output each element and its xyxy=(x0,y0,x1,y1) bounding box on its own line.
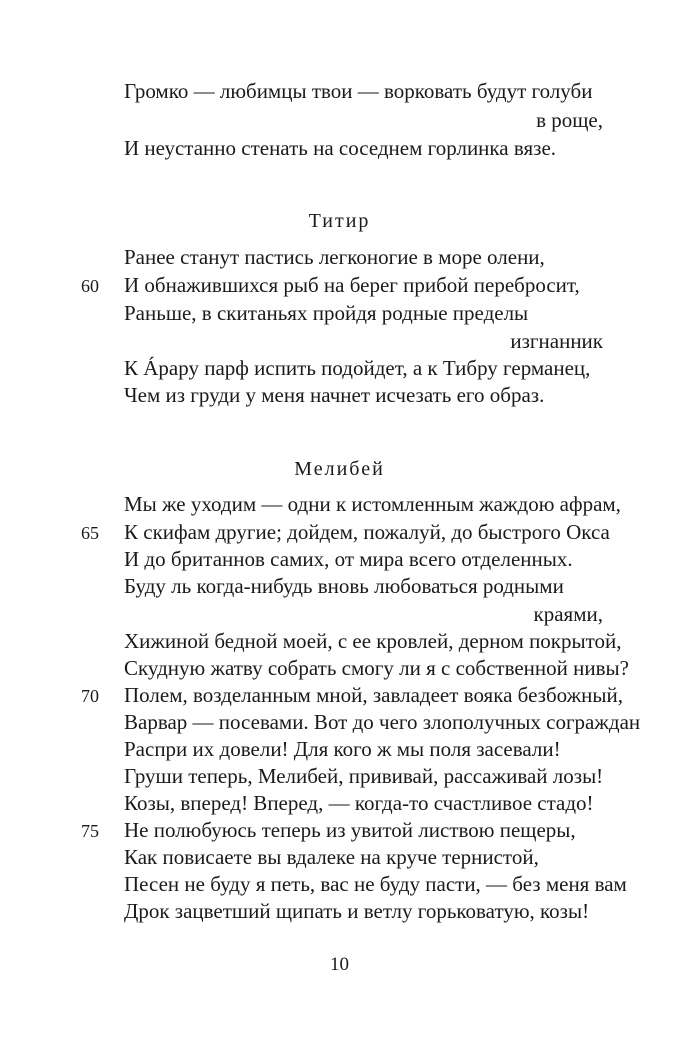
line-number: 75 xyxy=(81,821,99,841)
verse-line: Груши теперь, Мелибей, прививай, рассаживай лозы! xyxy=(124,764,604,788)
verse-line: И неустанно стенать на соседнем горлинка вязе. xyxy=(124,136,557,160)
verse-line-continuation: изгнанник xyxy=(510,329,603,353)
line-number: 60 xyxy=(81,276,99,296)
verse-line: Ранее станут пастись легконогие в море олени, xyxy=(124,245,545,269)
verse-line-continuation: в роще, xyxy=(536,108,603,132)
verse-line: Козы, вперед! Вперед, — когда-то счастливое стадо! xyxy=(124,791,594,815)
verse-line: И до британнов самих, от мира всего отделенных. xyxy=(124,547,573,571)
verse-line: Распри их довели! Для кого ж мы поля засевали! xyxy=(124,737,561,761)
speaker-heading-titir: Титир xyxy=(308,210,371,232)
verse-line: К скифам другие; дойдем, пожалуй, до быстрого Окса xyxy=(124,520,610,544)
line-number: 70 xyxy=(81,686,99,706)
verse-line: Полем, возделанным мной, завладеет вояка безбожный, xyxy=(124,683,623,707)
verse-line: Хижиной бедной моей, с ее кровлей, дерном покрытой, xyxy=(124,629,622,653)
verse-line-continuation: краями, xyxy=(533,602,603,626)
verse-line: К Áрару парф испить подойдет, а к Тибру германец, xyxy=(124,356,591,380)
speaker-heading-meliboeus: Мелибей xyxy=(294,458,385,480)
verse-line: И обнажившихся рыб на берег прибой перебросит, xyxy=(124,273,580,297)
page-number: 10 xyxy=(330,954,349,975)
verse-line: Песен не буду я петь, вас не буду пасти, — без меня вам xyxy=(124,872,627,896)
verse-line: Чем из груди у меня начнет исчезать его образ. xyxy=(124,383,545,407)
verse-line: Громко — любимцы твои — ворковать будут голуби xyxy=(124,79,593,103)
verse-line: Раньше, в скитаньях пройдя родные пределы xyxy=(124,301,529,325)
line-number: 65 xyxy=(81,523,99,543)
verse-line: Дрок зацветший щипать и ветлу горьковатую, козы! xyxy=(124,899,590,923)
verse-line: Как повисаете вы вдалеке на круче тернистой, xyxy=(124,845,539,869)
verse-line: Мы же уходим — одни к истомленным жаждою афрам, xyxy=(124,492,621,516)
verse-line: Варвар — посевами. Вот до чего злополучных сограждан xyxy=(124,710,641,734)
verse-line: Скудную жатву собрать смогу ли я с собственной нивы? xyxy=(124,656,629,680)
verse-line: Не полюбуюсь теперь из увитой листвою пещеры, xyxy=(124,818,576,842)
verse-line: Буду ль когда-нибудь вновь любоваться родными xyxy=(124,574,564,598)
